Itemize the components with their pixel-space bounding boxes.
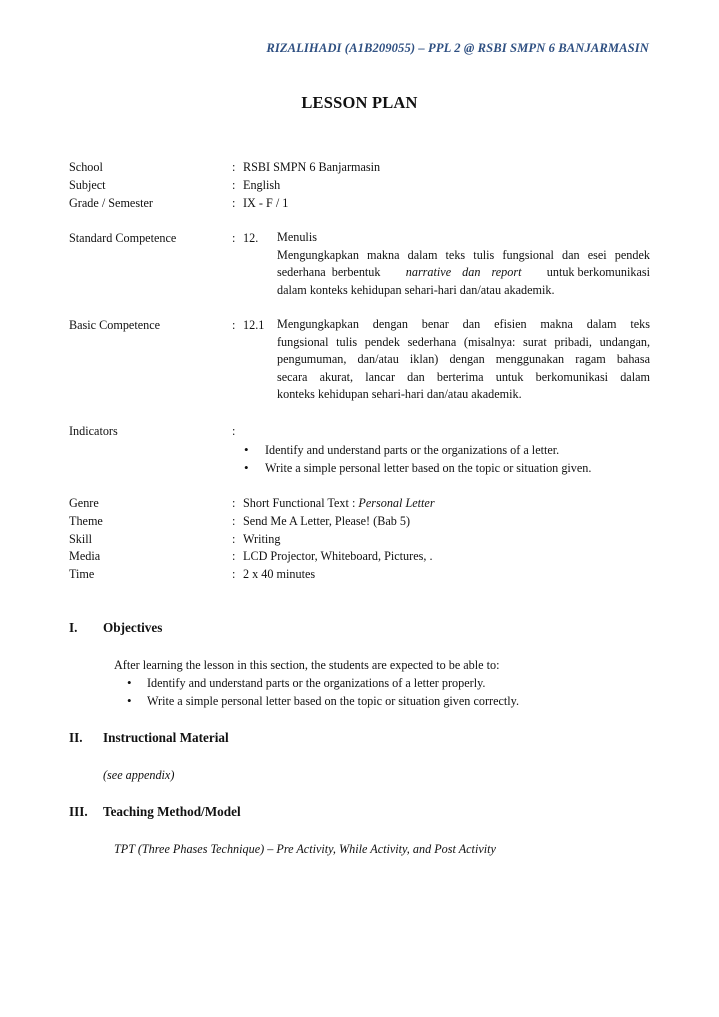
genre-value-text: Short Functional Text : (243, 496, 359, 510)
section-title: Objectives (103, 620, 163, 635)
basic-competence-label: Basic Competence (69, 318, 161, 332)
colon: : (232, 567, 236, 581)
colon: : (232, 514, 236, 528)
standard-competence-heading: Menulis (277, 230, 317, 244)
skill-label: Skill (69, 532, 93, 546)
section-number: I. (69, 620, 78, 635)
colon: : (232, 231, 236, 245)
subject-row (69, 176, 669, 194)
basic-competence-text (277, 316, 650, 404)
media-value: LCD Projector, Whiteboard, Pictures, . (243, 549, 433, 563)
colon: : (232, 424, 236, 438)
subject-label: Subject (69, 178, 106, 192)
theme-value: Send Me A Letter, Please! (Bab 5) (243, 514, 411, 528)
section-title: Teaching Method/Model (103, 804, 241, 819)
basic-competence-line-1: Mengungkapkan dengan benar dan efisien makna dalam teks (277, 317, 650, 331)
indicator-text: Write a simple personal letter based on the topic or situation given. (265, 461, 592, 475)
grade-value: IX - F / 1 (243, 196, 289, 210)
standard-competence-line-2a: sederhana berbentuk (277, 265, 381, 280)
media-label: Media (69, 549, 101, 563)
theme-row (69, 512, 669, 530)
standard-competence-line-2 (277, 264, 650, 282)
indicator-text: Identify and understand parts or the organizations of a letter. (265, 443, 560, 457)
colon: : (232, 549, 236, 563)
indicators-label: Indicators (69, 424, 118, 438)
indicators-row (69, 422, 669, 440)
genre-label: Genre (69, 496, 99, 510)
standard-competence-text (277, 229, 650, 299)
genre-value-italic: Personal Letter (358, 496, 435, 510)
media-row (69, 547, 669, 565)
colon: : (232, 532, 236, 546)
standard-competence-line-2c: untuk berkomunikasi (546, 265, 650, 280)
standard-competence-line-1: Mengungkapkan makna dalam teks tulis fungsional dan esei pendek (277, 247, 650, 262)
standard-competence-label: Standard Competence (69, 231, 177, 245)
basic-competence-line-5: konteks kehidupan sehari-hari dan/atau akademik. (277, 387, 522, 402)
time-value: 2 x 40 minutes (243, 567, 316, 581)
basic-competence-number: 12.1 (243, 318, 265, 332)
basic-competence-line-4: secara akurat, lancar dan berterima untuk berkomunikasi dalam (277, 369, 650, 384)
bullet-icon: • (127, 675, 132, 690)
bullet-icon: • (244, 460, 249, 475)
colon: : (232, 178, 236, 192)
objectives-intro: After learning the lesson in this section, the students are expected to be able to: (114, 658, 500, 672)
material-note: (see appendix) (103, 768, 175, 782)
basic-competence-line-2: fungsional tulis pendek sederhana (misalnya: surat pribadi, undangan, (277, 334, 650, 349)
skill-value: Writing (243, 532, 281, 546)
section-number: III. (69, 804, 88, 819)
objective-text: Write a simple personal letter based on the topic or situation given correctly. (147, 694, 520, 708)
grade-label: Grade / Semester (69, 196, 153, 210)
basic-competence-line-3: pengumuman, dan/atau iklan) dengan menggunakan ragam bahasa (277, 352, 650, 367)
theme-label: Theme (69, 514, 103, 528)
school-row (69, 158, 669, 176)
standard-competence-genres: narrative dan report (405, 265, 522, 280)
section-number: II. (69, 730, 83, 745)
genre-value (243, 494, 435, 512)
grade-row (69, 194, 669, 212)
document-header: RIZALIHADI (A1B209055) – PPL 2 @ RSBI SMPN 6 BANJARMASIN (266, 41, 649, 55)
objective-text: Identify and understand parts or the organizations of a letter properly. (147, 676, 486, 690)
colon: : (232, 496, 236, 510)
page-title: LESSON PLAN (301, 93, 418, 112)
subject-value: English (243, 178, 281, 192)
standard-competence-number: 12. (243, 231, 259, 245)
bullet-icon: • (127, 693, 132, 708)
method-note: TPT (Three Phases Technique) – Pre Activity, While Activity, and Post Activity (114, 842, 496, 856)
section-title: Instructional Material (103, 730, 229, 745)
school-value: RSBI SMPN 6 Banjarmasin (243, 160, 381, 174)
genre-row (69, 494, 669, 512)
school-label: School (69, 160, 103, 174)
standard-competence-line-3: dalam konteks kehidupan sehari-hari dan/atau akademik. (277, 282, 555, 297)
time-row (69, 565, 669, 583)
colon: : (232, 318, 236, 332)
skill-row (69, 530, 669, 548)
time-label: Time (69, 567, 95, 581)
colon: : (232, 160, 236, 174)
colon: : (232, 196, 236, 210)
bullet-icon: • (244, 442, 249, 457)
